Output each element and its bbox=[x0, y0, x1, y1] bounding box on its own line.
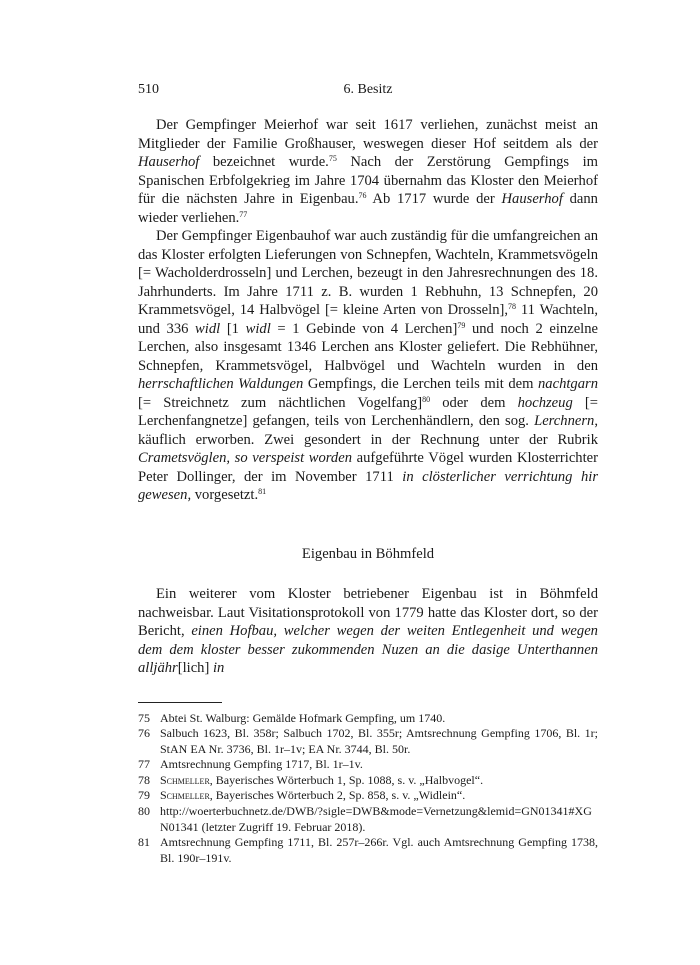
footnote-ref-78[interactable]: 78 bbox=[508, 302, 516, 311]
paragraph-eigenbauhof: Der Gempfinger Eigenbauhof war auch zuständig für die umfangreichen an das Kloster erfolgten Lieferungen von Schnepfen, Wachteln, Krammetsvögeln [= Wacholderdrosseln] und Lerchen, bezeugt in den Jahresrechnungen des 18. Jahrhunderts. Im Jahre 1711 z. B. wurden 1 Rebhuhn, 13 Schnepfen, 20 Krammetsvögel, 14 Halbvögel [= kleine Arten von Drosseln],$^{78}$ 11 Wachteln, und 336 widl [1 widl = 1 Gebinde von 4 Lerchen]$^{79}$ und noch 2 einzelne Lerchen, also insgesamt 1346 Lerchen ans Kloster geliefert. Die Rebhühner, Schnepfen, Krammetsvögel, Halbvögel und Wachteln wurden in den herrschaftlichen Waldungen Gempfings, die Lerchen teils mit dem nachtgarn [= Streichnetz zum nächtlichen Vogelfang]$^{80}$ oder dem hochzeug [= Lerchenfangnetze] gefangen, teils von Lerchenhändlern, den sog. Lerchnern, käuflich erworben. Zwei gesondert in der Rechnung unter der Rubrik Crametsvöglen, so verspeist worden aufgeführte Vögel wurden Klosterrichter Peter Dollinger, der im November 1711 in clösterlicher verrichtung hir gewesen, vorgesetzt.$^{81}$ bbox=[138, 228, 599, 503]
author-name: Schmeller bbox=[160, 772, 210, 787]
book-page bbox=[138, 82, 598, 866]
footnote-divider bbox=[138, 702, 222, 703]
page-header bbox=[138, 82, 598, 104]
section-heading: Eigenbau in Böhmfeld bbox=[301, 545, 435, 562]
footnotes bbox=[138, 711, 598, 867]
footnote-76: 76 Salbuch 1623, Bl. 358r; Salbuch 1702, Bl. 355r; Amtsrechnung Gempfing 1706, Bl. 1r; StAN EA Nr. 3736, Bl. 1r–1v; EA Nr. 3744, Bl. 50r. bbox=[138, 726, 598, 756]
footnote-77: 77 Amtsrechnung Gempfing 1717, Bl. 1r–1v. bbox=[138, 757, 363, 772]
footnote-ref-77[interactable]: 77 bbox=[239, 209, 248, 219]
author-name: Schmeller bbox=[160, 788, 210, 803]
footnote-ref-75[interactable]: 75 bbox=[328, 154, 337, 163]
footnote-81: 81 Amtsrechnung Gempfing 1711, Bl. 257r–266r. Vgl. auch Amtsrechnung Gempfing 1738, Bl. 190r–191v. bbox=[138, 835, 598, 865]
footnote-ref-79[interactable]: 79 bbox=[457, 320, 466, 330]
footnote-80: 80 http://woerterbuchnetz.de/DWB/?sigle=DWB&mode=Vernetzung&lemid=GN01341#XGN01341 (letzter Zugriff 19. Februar 2018). bbox=[138, 804, 598, 835]
page-number: 510 bbox=[138, 82, 159, 97]
footnote-ref-80[interactable]: 80 bbox=[422, 394, 431, 404]
footnote-78: 78 Schmeller, Bayerisches Wörterbuch 1, Sp. 1088, s. v. „Halbvogel“. bbox=[138, 772, 484, 787]
running-title: 6. Besitz bbox=[343, 82, 393, 97]
footnote-url[interactable]: http://woerterbuchnetz.de/DWB/?sigle=DWB&mode=Vernetzung&lemid=GN01341#XGN01341 (letzter Zugriff 19. Februar 2018). bbox=[160, 804, 592, 834]
main-text bbox=[138, 116, 598, 678]
footnote-75: 75 Abtei St. Walburg: Gemälde Hofmark Gempfing, um 1740. bbox=[138, 710, 446, 725]
footnote-79: 79 Schmeller, Bayerisches Wörterbuch 2, Sp. 858, s. v. „Widlein“. bbox=[138, 788, 466, 803]
paragraph-meierhof: Der Gempfinger Meierhof war seit 1617 verliehen, zunächst meist an Mitglieder der Familie Großhauser, weswegen dieser Hof seitdem als der Hauserhof bezeichnet wurde.$^{75}$ Nach der Zerstörung Gempfings im Spanischen Erbfolgekrieg im Jahre 1704 übernahm das Kloster den Meierhof für die nächsten Jahre in Eigenbau.$^{76}$ Ab 1717 wurde der Hauserhof dann wieder verliehen.$^{77}$ bbox=[138, 117, 598, 226]
footnote-ref-76[interactable]: 76 bbox=[358, 191, 367, 200]
footnote-ref-81[interactable]: 81 bbox=[258, 487, 267, 496]
paragraph-boehmfeld: Ein weiterer vom Kloster betriebener Eigenbau ist in Böhmfeld nachweisbar. Laut Visitationsprotokoll von 1779 hatte das Kloster dort, so der Bericht, einen Hofbau, welcher wegen der weiten Entlegenheit und wegen dem dem kloster besser zukommenden Nuzen an die dasige Unterthannen alljähr[lich] in bbox=[138, 586, 598, 676]
